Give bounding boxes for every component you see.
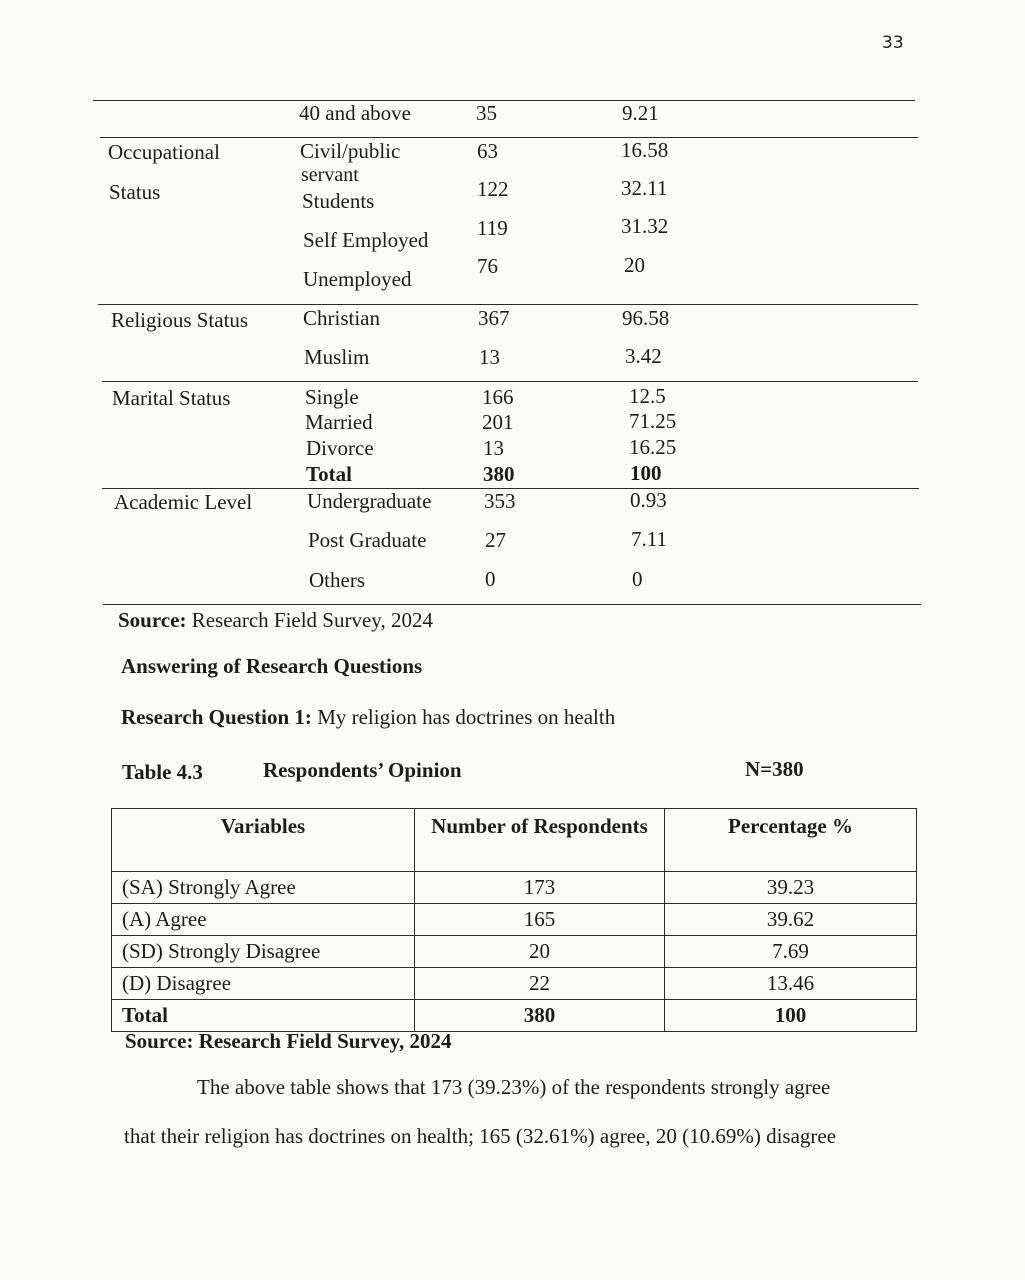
table-row [112,872,917,904]
cell-count: 166 [482,385,514,409]
research-question-text: My religion has doctrines on health [317,705,616,729]
cell-label: 40 and above [299,101,411,125]
cell-label: servant [301,164,359,186]
cell-label: Self Employed [303,228,429,252]
cell-count: 119 [477,216,508,240]
table-row [112,936,917,968]
row-variable: Total [112,1000,415,1032]
cell-label: Married [305,410,373,434]
cell-count: 122 [477,177,509,201]
research-question-label: Research Question 1: [121,705,312,729]
table-rule [100,137,918,138]
table-source: Source: Research Field Survey, 2024 [125,1029,452,1053]
cell-label: Students [302,189,375,213]
opinion-table [111,808,917,1032]
source-text: Research Field Survey, 2024 [191,608,433,632]
section-heading: Answering of Research Questions [121,654,423,678]
sample-size: N=380 [745,757,804,781]
cell-count: 13 [483,436,504,460]
page-number: 33 [882,33,904,53]
paragraph-line: that their religion has doctrines on health; 165 (32.61%) agree, 20 (10.69%) disagree [124,1124,837,1148]
cell-count: 0 [485,567,496,591]
cell-label: Unemployed [303,267,412,291]
cell-count: 380 [483,462,515,486]
cell-percent: 31.32 [621,214,669,238]
cell-label: Post Graduate [308,528,427,552]
category-label: Status [109,180,161,204]
cell-percent: 96.58 [622,306,670,330]
row-number: 380 [415,1000,665,1032]
header-percentage: Percentage % [665,809,917,872]
cell-label: Others [309,568,365,592]
row-percentage: 39.23 [665,872,917,904]
table-header-row [112,809,917,872]
row-percentage: 100 [665,1000,917,1032]
row-number: 20 [415,936,665,968]
cell-count: 76 [477,254,498,278]
table-row [112,968,917,1000]
source-note [118,608,433,633]
category-label: Occupational [108,140,220,164]
cell-count: 367 [478,306,510,330]
source-label: Source: [118,608,187,632]
category-label: Marital Status [112,386,231,410]
cell-count: 35 [476,101,497,125]
cell-percent: 16.58 [621,138,669,162]
table-rule [103,604,921,605]
cell-percent: 100 [630,461,662,485]
table-title: Respondents’ Opinion [263,758,462,782]
cell-percent: 3.42 [625,344,662,368]
row-variable: (SA) Strongly Agree [112,872,415,904]
cell-label: Civil/public [300,139,401,163]
cell-count: 27 [485,528,506,552]
cell-percent: 16.25 [629,435,677,459]
category-label: Academic Level [114,490,253,514]
category-label: Religious Status [111,308,249,332]
cell-percent: 20 [624,253,645,277]
cell-percent: 0 [632,567,643,591]
table-rule [102,381,918,382]
table-row [112,904,917,936]
cell-label: Total [306,462,352,486]
cell-percent: 0.93 [630,488,667,512]
header-number: Number of Respondents [415,809,665,872]
row-percentage: 13.46 [665,968,917,1000]
cell-label: Muslim [304,345,370,369]
cell-label: Undergraduate [307,489,432,513]
paragraph-line: The above table shows that 173 (39.23%) of the respondents strongly agree [197,1075,831,1099]
cell-count: 353 [484,489,516,513]
row-percentage: 7.69 [665,936,917,968]
row-number: 173 [415,872,665,904]
cell-percent: 32.11 [621,176,668,200]
cell-count: 63 [477,139,498,163]
table-total-row [112,1000,917,1032]
row-variable: (D) Disagree [112,968,415,1000]
table-rule [98,304,918,305]
row-number: 165 [415,904,665,936]
cell-label: Single [305,385,359,409]
table-number: Table 4.3 [122,760,203,784]
row-variable: (SD) Strongly Disagree [112,936,415,968]
cell-percent: 71.25 [629,409,677,433]
header-variables: Variables [112,809,415,872]
row-percentage: 39.62 [665,904,917,936]
table-rule [93,100,915,101]
research-question [121,705,615,730]
row-number: 22 [415,968,665,1000]
cell-label: Divorce [306,436,374,460]
cell-count: 201 [482,410,514,434]
cell-percent: 12.5 [629,384,666,408]
cell-percent: 7.11 [631,527,667,551]
cell-count: 13 [479,345,500,369]
cell-percent: 9.21 [622,101,659,125]
cell-label: Christian [303,306,380,330]
row-variable: (A) Agree [112,904,415,936]
